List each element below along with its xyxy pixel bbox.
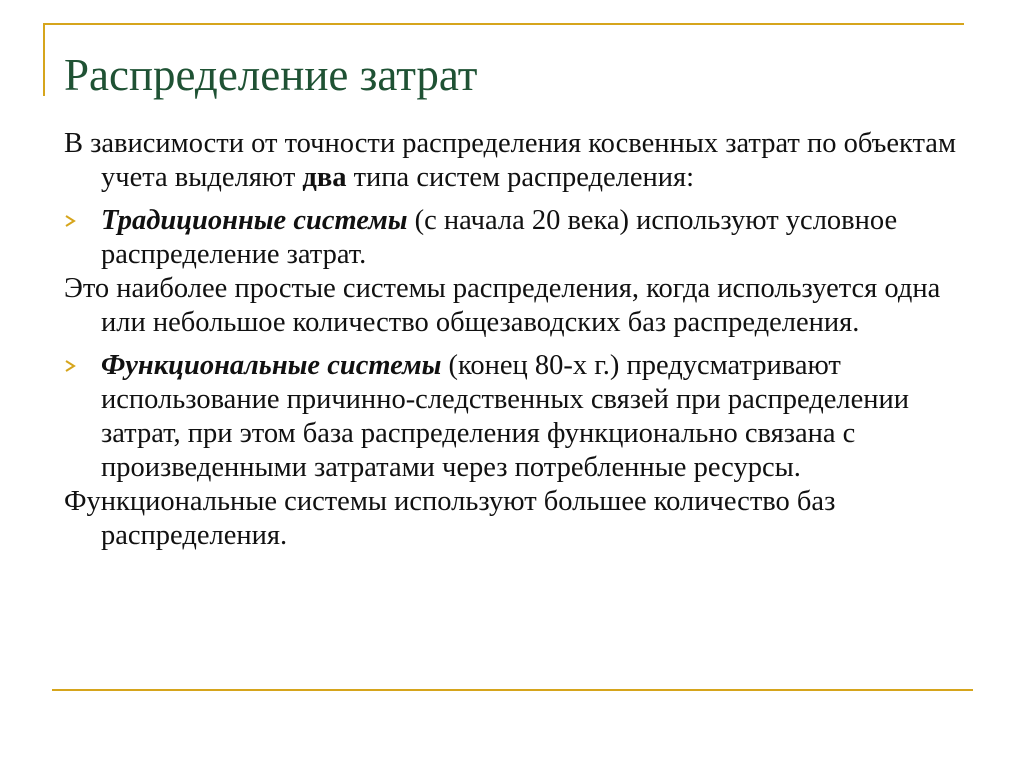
frame-left-line <box>43 23 45 96</box>
frame-top-line <box>43 23 964 25</box>
intro-paragraph <box>64 127 964 195</box>
note-paragraph-1: Это наиболее простые системы распределения, когда используется одна или небольшое количество общезаводских баз распределения. <box>64 273 941 338</box>
intro-bold-word: два <box>302 162 347 193</box>
slide-body <box>64 127 964 553</box>
intro-text-start: В зависимости от точности распределения косвенных затрат по объектам учета выделяют <box>64 128 956 193</box>
bullet-term: Функциональные системы <box>101 350 442 381</box>
frame-bottom-line <box>52 689 973 691</box>
bullet-text: (с начала 20 века) используют условное распределение затрат. <box>101 205 898 270</box>
bullet-traditional <box>64 204 964 272</box>
arrow-bullet-icon <box>64 215 76 227</box>
arrow-bullet-icon <box>64 360 76 372</box>
slide-title: Распределение затрат <box>64 50 478 100</box>
bullet-text: (конец 80-х г.) предусматривают использование причинно-следственных связей при распределении затрат, при этом база распределения функционально связана с произведенными затратами через потребленные ресурсы. <box>101 350 910 483</box>
bullet-term: Традиционные системы <box>101 205 408 236</box>
note-paragraph-2: Функциональные системы используют большее количество баз распределения. <box>64 486 836 551</box>
bullet-functional <box>64 349 964 485</box>
intro-text-end: типа систем распределения: <box>346 162 695 193</box>
